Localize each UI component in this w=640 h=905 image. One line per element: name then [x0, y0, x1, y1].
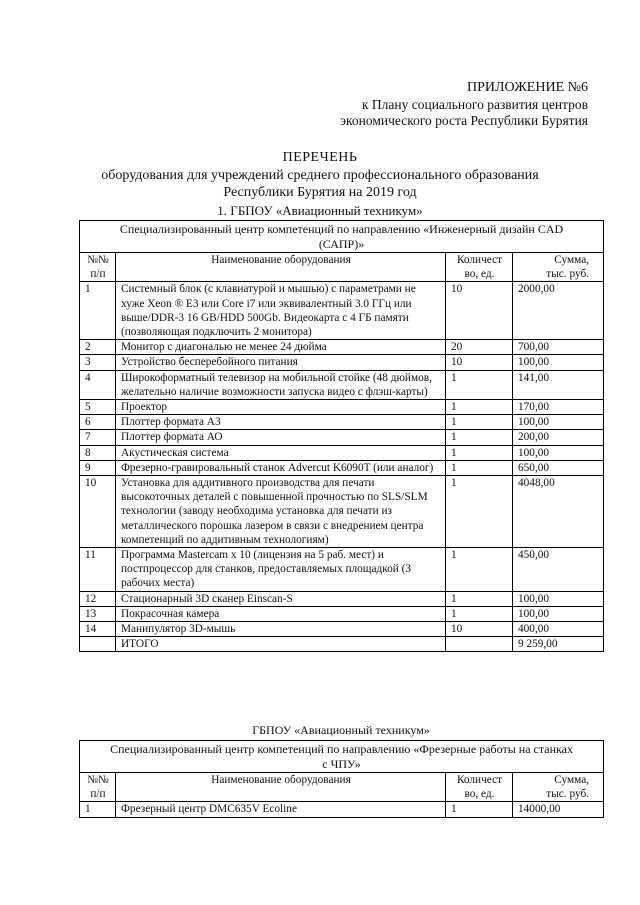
cell-sum: 700,00 — [513, 340, 604, 355]
col-qty-line-2: во, ед. — [464, 788, 495, 801]
appendix-title: ПРИЛОЖЕНИЕ №6 — [467, 80, 588, 95]
cell-name: Проектор — [116, 400, 446, 415]
cell-qty: 1 — [446, 802, 513, 817]
total-label: ИТОГО — [116, 637, 446, 652]
table-row — [80, 282, 604, 340]
table-2-body — [80, 741, 604, 818]
cell-no: 3 — [80, 355, 116, 370]
table-header-row — [80, 253, 604, 282]
cell-sum: 200,00 — [513, 430, 604, 445]
table-row — [80, 430, 604, 445]
col-sum-line-2: тыс. руб. — [546, 788, 590, 801]
col-no-line-1: №№ — [87, 774, 109, 786]
appendix-line-1: к Плану социального развития центров — [361, 96, 588, 112]
cell-qty: 1 — [446, 548, 513, 592]
cell-qty: 1 — [446, 606, 513, 621]
cell-name: Покрасочная камера — [116, 606, 446, 621]
cell-no: 5 — [80, 400, 116, 415]
cell-qty: 1 — [446, 370, 513, 399]
cell-name: Программа Mastercam x 10 (лицензия на 5 раб. мест) и постпроцессор для станков, предоставляемых площадкой (3 рабочих места) — [116, 548, 446, 592]
cell-name: Манипулятор 3D-мышь — [116, 622, 446, 637]
cell-name: Плоттер формата АО — [116, 430, 446, 445]
cell-sum: 450,00 — [513, 548, 604, 592]
cell-qty: 1 — [446, 476, 513, 548]
col-name-header: Наименование оборудования — [116, 773, 446, 802]
cell-name: Плоттер формата А3 — [116, 415, 446, 430]
cell-name: Установка для аддитивного производства для печати высокоточных деталей с повышенной прочностью по SLS/SLM технологии (заводу необходима установка для печати из металлического порошка лазером в связи с внедрением центра компетенций по аддитивным технологиям) — [116, 476, 446, 548]
col-qty-line-1: Количест — [456, 774, 503, 786]
cell-qty: 10 — [446, 355, 513, 370]
cell-no: 1 — [80, 282, 116, 340]
total-row — [80, 637, 604, 652]
table-row — [80, 606, 604, 621]
table-row — [80, 460, 604, 475]
table-row — [80, 548, 604, 592]
document-heading — [0, 149, 640, 201]
competence-center-title-2 — [80, 741, 604, 773]
col-sum-header — [513, 253, 604, 282]
cell-no: 11 — [80, 548, 116, 592]
cell-no: 14 — [80, 622, 116, 637]
cell-sum: 400,00 — [513, 622, 604, 637]
cell-no: 13 — [80, 606, 116, 621]
center-title-line-2: (САПР)» — [318, 236, 365, 251]
cell-name: Широкоформатный телевизор на мобильной стойке (48 дюймов, желательно наличие возможности запуска видео с флэш-карты) — [116, 370, 446, 399]
section-2-title: ГБПОУ «Авиационный техникум» — [252, 723, 430, 737]
appendix-line-2: экономического роста Республики Бурятия — [340, 113, 588, 128]
cell-sum: 100,00 — [513, 591, 604, 606]
cell-sum: 650,00 — [513, 460, 604, 475]
col-qty-line-1: Количест — [456, 254, 503, 266]
cell-sum: 14000,00 — [513, 802, 604, 817]
cell-no: 1 — [80, 802, 116, 817]
center-title-line-1: Специализированный центр компетенций по направлению «Фрезерные работы на станках — [110, 742, 573, 756]
cell-name: Фрезерно-гравировальный станок Advercut K6090T (или аналог) — [116, 460, 446, 475]
total-blank-cell — [80, 637, 116, 652]
cell-no: 12 — [80, 591, 116, 606]
table-header-row — [80, 773, 604, 802]
table-row — [80, 802, 604, 817]
total-sum: 9 259,00 — [513, 637, 604, 652]
cell-name: Акустическая система — [116, 445, 446, 460]
table-1-body — [80, 221, 604, 652]
table-row — [80, 622, 604, 637]
cell-qty: 10 — [446, 282, 513, 340]
cell-name: Монитор с диагональю не менее 24 дюйма — [116, 340, 446, 355]
heading-title: ПЕРЕЧЕНЬ — [282, 150, 358, 165]
col-no-line-1: №№ — [87, 254, 109, 266]
col-sum-line-1: Сумма, — [554, 774, 590, 786]
cell-no: 10 — [80, 476, 116, 548]
table-row — [80, 370, 604, 399]
cell-name: Устройство бесперебойного питания — [116, 355, 446, 370]
table-row — [80, 591, 604, 606]
cell-sum: 100,00 — [513, 606, 604, 621]
cell-sum: 170,00 — [513, 400, 604, 415]
cell-no: 8 — [80, 445, 116, 460]
col-sum-line-2: тыс. руб. — [546, 268, 590, 281]
col-no-line-2: п/п — [90, 268, 106, 281]
cell-sum: 100,00 — [513, 445, 604, 460]
cell-no: 6 — [80, 415, 116, 430]
table-row — [80, 400, 604, 415]
col-no-line-2: п/п — [90, 788, 106, 801]
cell-sum: 100,00 — [513, 415, 604, 430]
competence-center-title-1 — [80, 221, 604, 253]
cell-name: Системный блок (с клавиатурой и мышью) с параметрами не хуже Xeon ® E3 или Core i7 или эквивалентный 3.0 ГГц или выше/DDR-3 16 GB/HDD 500Gb. Видеокарта с 4 ГБ памяти (позволяющая подключить 2 монитора) — [116, 282, 446, 340]
cell-qty: 1 — [446, 445, 513, 460]
cell-qty: 20 — [446, 340, 513, 355]
appendix-block — [340, 80, 588, 130]
col-qty-header — [446, 773, 513, 802]
cell-qty: 1 — [446, 460, 513, 475]
cell-qty: 1 — [446, 400, 513, 415]
equipment-table-2 — [79, 740, 604, 818]
cell-sum: 2000,00 — [513, 282, 604, 340]
cell-sum: 141,00 — [513, 370, 604, 399]
table-row — [80, 415, 604, 430]
equipment-table-1 — [79, 220, 604, 652]
cell-no: 4 — [80, 370, 116, 399]
heading-line-2: Республики Бурятия на 2019 год — [223, 185, 417, 200]
cell-name: Фрезерный центр DMC635V Ecoline — [116, 802, 446, 817]
cell-qty: 1 — [446, 430, 513, 445]
section-1-title: 1. ГБПОУ «Авиационный техникум» — [217, 203, 423, 218]
col-sum-line-1: Сумма, — [554, 254, 590, 266]
cell-name: Стационарный 3D сканер Einscan-S — [116, 591, 446, 606]
col-no-header — [80, 253, 116, 282]
col-sum-header — [513, 773, 604, 802]
table-row — [80, 476, 604, 548]
total-qty-cell — [446, 637, 513, 652]
center-title-line-1: Специализированный центр компетенций по направлению «Инженерный дизайн CAD — [119, 222, 564, 236]
cell-no: 7 — [80, 430, 116, 445]
col-qty-line-2: во, ед. — [464, 268, 495, 281]
col-qty-header — [446, 253, 513, 282]
col-name-header: Наименование оборудования — [116, 253, 446, 282]
cell-sum: 4048,00 — [513, 476, 604, 548]
cell-qty: 1 — [446, 415, 513, 430]
cell-no: 2 — [80, 340, 116, 355]
cell-qty: 1 — [446, 591, 513, 606]
heading-line-1: оборудования для учреждений среднего профессионального образования — [101, 168, 539, 183]
cell-qty: 10 — [446, 622, 513, 637]
table-row — [80, 445, 604, 460]
cell-no: 9 — [80, 460, 116, 475]
cell-sum: 100,00 — [513, 355, 604, 370]
col-no-header — [80, 773, 116, 802]
table-row — [80, 340, 604, 355]
table-row — [80, 355, 604, 370]
center-title-line-2: с ЧПУ» — [322, 756, 361, 771]
